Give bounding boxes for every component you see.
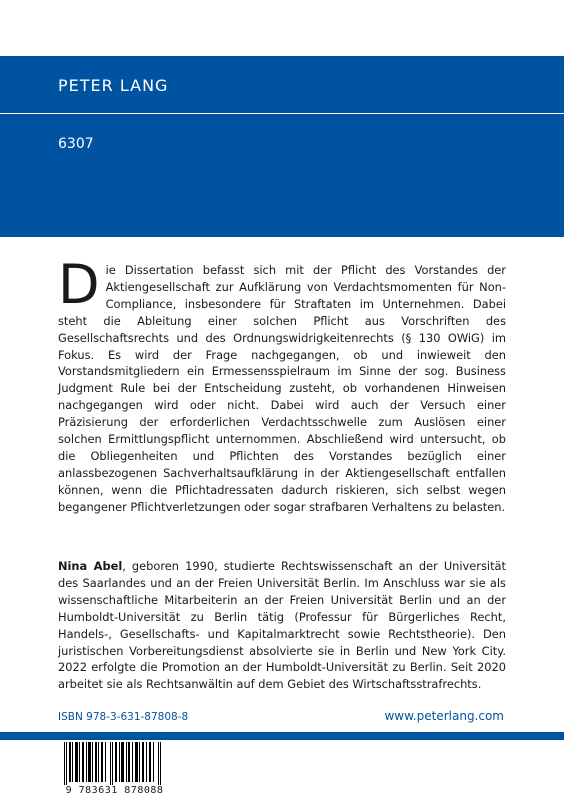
abstract-text [58,253,506,516]
barcode-bars-icon [64,742,164,786]
barcode-digits: 9 783631 878088 [52,785,177,796]
author-bio-body: , geboren 1990, studierte Rechtswissenschaft an der Universität des Saarlandes und an der Freien Universität Berlin. Im Anschluss war sie als wissenschaftliche Mitarbeiterin an der Freien Universität Berlin und an der Humboldt-Universität zu Berlin tätig (Professur für Bürgerliches Recht, Handels-, Gesellschafts- und Kapitalmarktrecht sowie Rechtstheorie). Den juristischen Vorbereitungsdienst absolvierte sie in Berlin und New York City. 2022 erfolgte die Promotion an der Humboldt-Universität zu Berlin. Seit 2020 arbeitet sie als Rechtsanwältin auf dem Gebiet des Wirtschaftsstrafrechts. [58,559,506,692]
author-name: Nina Abel [58,559,123,573]
top-white-strip [0,0,564,43]
abstract-body: ie Dissertation befasst sich mit der Pflicht des Vorstandes der Aktiengesellschaft zur Aufklärung von Verdachtsmomenten für Non-Compliance, insbesondere für Straftaten im Unternehmen. Dabei steht die Ableitung einer solchen Pflicht aus Vorschriften des Gesellschaftsrechts und des Ordnungswidrigkeitenrechts (§ 130 OWiG) im Fokus. Es wird der Frage nachgegangen, ob und inwieweit den Vorstandsmitgliedern ein Ermessensspielraum im Sinne der sog. Business Judgment Rule bei der Entscheidung zusteht, ob vorhandenen Hinweisen nachgegangen wird oder nicht. Dabei wird auch der Versuch einer Präzisierung der erforderlichen Verdachtsschwelle zum Auslösen einer solchen Ermittlungspflicht unternommen. Abschließend wird untersucht, ob die Obliegenheiten und Pflichten des Vorstandes bezüglich einer anlassbezogenen Sachverhaltsaufklärung in der Aktiengesellschaft entfallen können, wenn die Pflichtadressaten dadurch riskieren, sich selbst wegen begangener Pflichtverletzungen oder sogar strafbaren Verhaltens zu belasten. [58,263,506,514]
footer-band [0,732,564,740]
series-number: 6307 [58,136,94,152]
header-divider [0,113,564,114]
publisher-website-link[interactable]: www.peterlang.com [384,709,504,723]
drop-cap: D [58,253,100,316]
author-bio [58,558,506,693]
isbn-number: ISBN 978-3-631-87808-8 [58,711,189,723]
publisher-name: PETER LANG [58,76,169,95]
isbn-barcode [52,742,177,800]
